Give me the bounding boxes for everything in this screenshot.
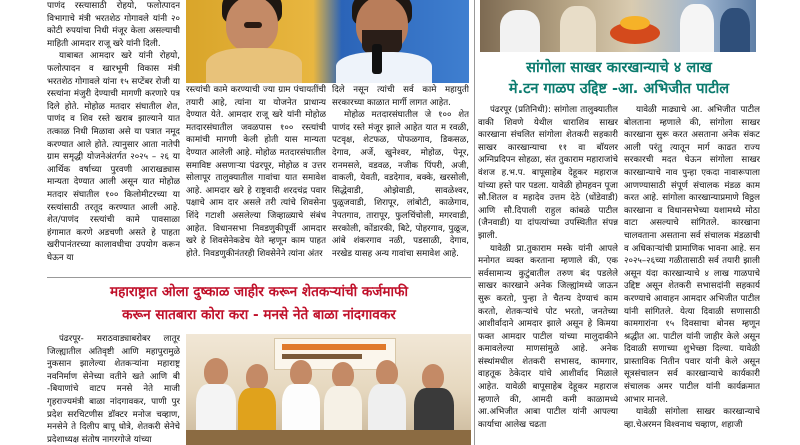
- headline-wet-drought: [44, 281, 474, 327]
- paragraph: पंढरपूर (प्रतिनिधी): सांगोला तालुक्यातील वाकी शिवणे येथील धाराशिव साखर कारखाना संचलित सांगोला शेतकरी सहकारी साखर कारखान्याचा ११ वा बॉयलर अग्निप्रदिपन सोहळा, संत तुकाराम महाराजांचे वंशज ह.भ.प. बापूसाहेब देहूकर महाराज यांच्या हस्ते पार पडला. यावेळी होमहवन पूजा सौ.शितल व महादेव उत्तम देठे (धोंडेवाडी) आणि सौ.दिपाली राहुल कांबळे पाटील (जैनवाडी) या दांपत्यांच्या उपस्थितीत संपन्न झाली.: [478, 105, 618, 241]
- section-divider: [47, 277, 471, 278]
- headline-line: सांगोला साखर कारखान्याचे ४ लाख: [526, 60, 712, 76]
- headline-line: करून सातबारा कोरा करा - मनसे नेते बाळा नांदगावकर: [122, 307, 396, 323]
- paragraph: यावेळी सांगोला साखर कारखान्याचे व्हा.चेअरमन विश्वनाथ चव्हाण, शहाजी: [624, 407, 760, 430]
- paragraph: दिले नसून त्यांची सर्व कामे महायुती सरकारच्या काळात मार्गी लागत आहेत.: [332, 85, 469, 108]
- headline-sangola-factory: [478, 58, 760, 100]
- article-column-6: [47, 333, 180, 445]
- article-column-1: [47, 0, 180, 273]
- article-column-4: [478, 104, 618, 445]
- paragraph: पाणंद रस्त्यासाठी रोहयो, फलोत्पादन विभागाचे मंत्री भरतशेठ गोगावले यांनी २० कोटी रुपयांचा निधी मंजूर केला असल्याची माहिती आमदार राजू खरे यांनी दिली.: [47, 1, 180, 49]
- headline-line: मे.टन गाळप उद्दिष्ट -आ. अभिजीत पाटील: [508, 81, 730, 97]
- article-column-2: [186, 84, 326, 273]
- article-column-3: [332, 84, 469, 273]
- paragraph: मोहोळ मतदारसंघातील जे १०० शेत पाणंद रस्ते मंजूर झाले आहेत यात म रवळी, पटवृक्ष, शेटफळ, पोफळगाव, डिकसळ, देगाव, अर्जे, खुनेश्वर, मोहोळ, पेनूर, रानमसले, वडवळ, नजीक पिंपरी, अजी, वाकली, येवती, वडदेगाव, बक्के, खरसोली, सिद्धेवाडी, ओझेवाडी, सावळेश्वर, पुळूजवाडी, शिरापूर, लांबोटी, काळेगाव, नेपतगाव, तारापूर, फुलचिंचोली, मगरवाडी, सरकोली, कोंडारकी, बिटे, पोहरगाव, पुळूज, आंबे शंकरगाव नळी, पडसाळी, देगाव, नरखेड यासह अन्य गावांचा समावेश आहे.: [332, 110, 469, 259]
- paragraph: याबाबत आमदार खरे यांनी रोहयो, फलोत्पादन व खारभूमी विकास मंत्री भरतशेठ गोगावले यांना १५ सप्टेंबर रोजी या रस्त्यांना मंजुरी देण्याची मागणी करणारे पत्र दिले होते. मोहोळ मतदार संघातील शेत, पाणंद व शिव रस्ते खराब झाल्याने यात तत्काळ निधी मिळावा असे या पत्रात नमूद करण्यात आले होते. त्यानुसार आता नातेपी ग्राम समृद्धी योजनेअंतर्गत २०२५ – २६ या आर्थिक वर्षाच्या पुरवणी आराखड्यास मान्यता देण्यात आली असून यात मोहोळ मतदार संघातील १०० किलोमीटरच्या या रस्त्यांसाठी तरतूद करण्यात आली आहे. शेत/पाणंद रस्त्यांची कामे पावसाळा हंगामात करणे अडचणी असते हे पाहता खरीपानंतरच्या कालावधीचा उपयोग करून घेऊन या: [47, 51, 180, 263]
- paragraph: पंढरपूर- मराठवाड्याबरोबर लातूर जिल्ह्यातील अतिवृष्टी आणि महापुरामुळे नुकसान झालेल्या शेतकऱ्यांना महाराष्ट्र नवनिर्माण सेनेच्या वतीने खते आणि बी -बियाणांचे वाटप मनसे नेते माजी गृहराज्यमंत्री बाळा नांदगावकर, पाणी पुर प्रदेश सरचिटणीस डॉक्टर मनोज चव्हाण, मनसेने ते दिलीप बापू धोत्रे, शेतकरी सेनेचे प्रदेशाध्यक्ष संतोष नागरगोजे यांच्या: [47, 334, 180, 445]
- column-divider: [474, 0, 475, 445]
- boiler-ceremony-photo: [480, 0, 756, 52]
- article-column-5: [624, 104, 760, 445]
- politicians-photo: [186, 0, 469, 83]
- paragraph: यावेळी माढ्याचे आ. अभिजीत पाटील बोलताना म्हणाले की, सांगोला साखर कारखाना सुरू करत असताना अनेक संकट आली परंतु त्यातून मार्ग काढत राज्य सरकारची मदत घेऊन सांगोला साखर कारखान्याचे नाव पुन्हा एकदा नावारूपाला आणण्यासाठी संपूर्ण संचालक मंडळ काम करत आहे. सांगोला कारखान्याप्रमाणे विठ्ठल कारखाना व विधानसभेच्या यशामध्ये मोठा वाटा असल्याचे सांगितले. कारखाना चालवताना असताना सर्व संचालक मंडळाची व अधिकाऱ्यांची प्रामाणिक भावना आहे. सन २०२५–२६च्या गळीतासाठी सर्व तयारी झाली असून यंदा कारखान्याचे ४ लाख गाळपाचे उद्दिष्ट असून शेतकरी सभासदांनी सहकार्य करण्याचे आवाहन आमदार अभिजीत पाटील यांनी सांगितले. येत्या दिवाळी सणासाठी कामगारांना १५ दिवसाचा बोनस म्हणून श्रद्धीत आ. पाटील यांनी जाहीर केले असून दिवाळी सणाच्या शुभेच्छा दिल्या. यावेळी प्रास्ताविक नितीन पवार यांनी केले असून सूत्रसंचालन सर्व कारखान्याचे कार्यकारी संचालक अमर पाटील यांनी कार्यक्रमात आभार मानले.: [624, 105, 760, 405]
- headline-line: महाराष्ट्रात ओला दुष्काळ जाहीर करून शेतकऱ्यांची कर्जमाफी: [109, 284, 409, 300]
- paragraph: रस्त्यांची कामे करण्याची ज्या ग्राम पंचायतींची तयारी आहे, त्यांना या योजनेत प्राधान्य देण्यात येते. आमदार राजू खरे यांनी मोहोळ मतदारसंघातील जवळपास १०० रस्त्यांची कामांची मागणी केली होती यास मान्यता देण्यात आलेली आहे. मोहोळ मतदारसंघातील समाविष्ट असणाऱ्या पंढरपूर, मोहोळ व उत्तर सोलापूर तालुक्यातील गावांचा यात समावेश आहे. आमदार खरे हे राष्ट्रवादी शरदचंद्र पवार पक्षाचे आम दार असले तरी त्यांचे शिवसेना शिंदे गटाशी असलेल्या जिव्हाळ्याचे संबंध आहेत. विधानसभा निवडणुकीपूर्वी आमदार खरे हे शिवसेनेकडेच येते म्हणून काम पाहत होते. निवडणुकीनंतरही शिवसेनेने त्यांना अंतर: [186, 85, 326, 259]
- paragraph: यावेळी प्रा.तुकाराम मस्के यांनी आपले मनोगत व्यक्त करताना म्हणाले की, एक सर्वसामान्य कुटुंबातील तरुण बंद पडलेले साखर कारखाने अनेक जिल्ह्यांमध्ये जाऊन सुरू करतो, पुन्हा ते चैतन्य देण्याचं काम करतो, शेतकऱ्यांचे पोट भरतो, जनतेच्या आशीर्वादाने आमदार झाले असून हे किमया फक्त आमदार पाटील यांच्या मालुदाकीने कमावलेल्या माणसांमुळे आहे. अनेक संस्थांमधील शेतकरी सभासद, कामगार, वाहतूक ठेकेदार यांचे आशीर्वाद मिळाले आहेत. यावेळी बापूसाहेब देहूकर महाराज म्हणाले की, आमदी कमी काळामध्ये आ.अभिजीत आबा पाटील यांनी आपल्या कार्याचा आलेख चढता: [478, 243, 618, 430]
- mns-event-photo: [186, 334, 471, 445]
